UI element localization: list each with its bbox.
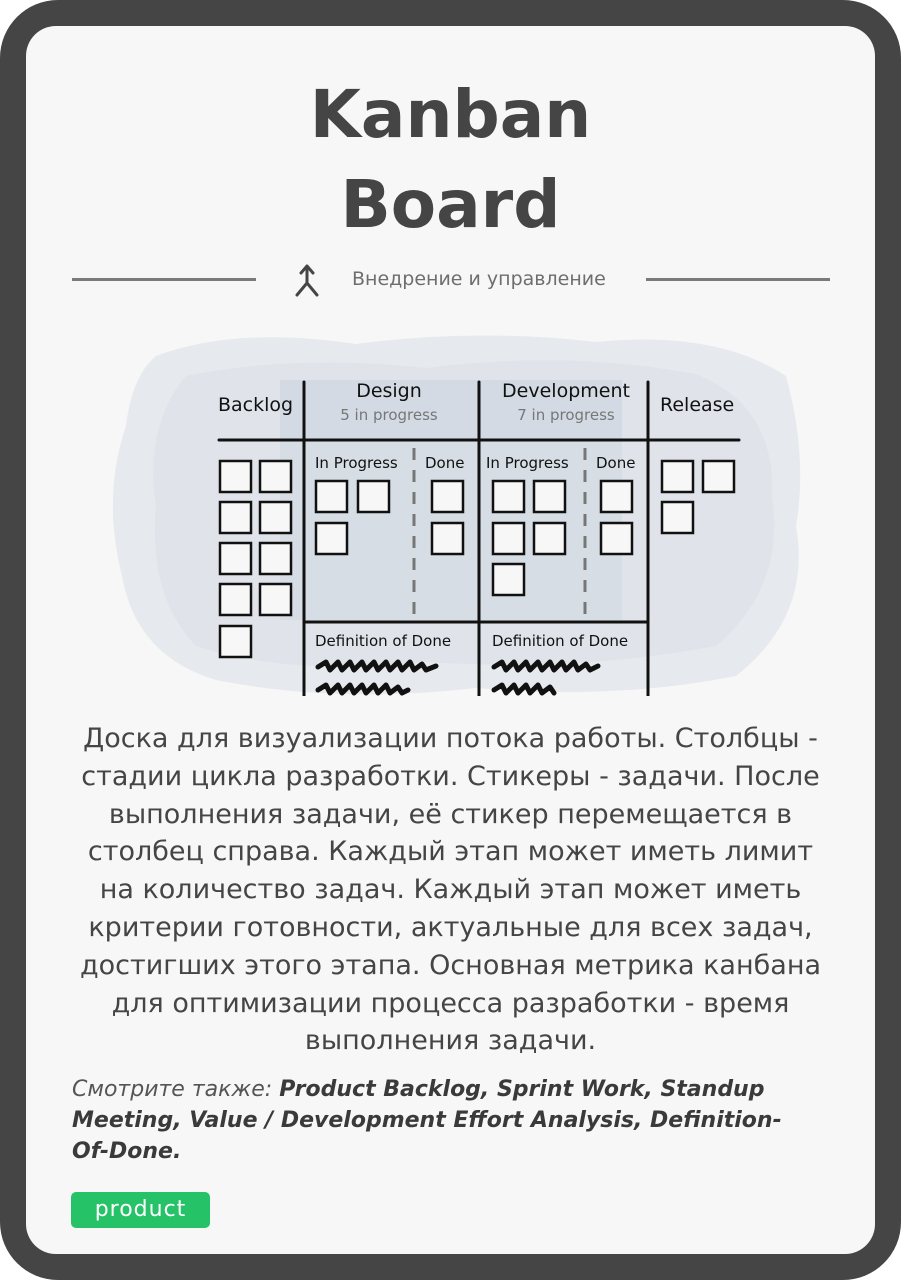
- design-in-progress-label: In Progress: [315, 454, 398, 472]
- sticky-note: [358, 481, 389, 512]
- see-also-prefix: Смотрите также:: [72, 1077, 273, 1102]
- sticky-note: [493, 564, 524, 595]
- sticky-note: [260, 502, 291, 533]
- column-development: Development: [502, 380, 630, 402]
- sticky-note: [601, 481, 632, 512]
- title-line-2: Board: [340, 166, 561, 243]
- sticky-note: [432, 481, 463, 512]
- card-description: Доска для визуализации потока работы. Столбцы - стадии цикла разработки. Стикеры - задачи. После выполнения задачи, её стикер перемещается в столбец справа. Каждый этап может иметь лимит на количество задач. Каждый этап может иметь критерии готовности, актуальные для всех задач, достигших этого этапа. Основная метрика канбана для оптимизации процесса разработки - время выполнения задачи.: [79, 723, 822, 1057]
- column-design-sub: 5 in progress: [340, 406, 438, 424]
- sticky-note: [260, 584, 291, 615]
- title-line-1: Kanban: [309, 76, 592, 153]
- see-also: [72, 1074, 792, 1167]
- sticky-note: [534, 481, 565, 512]
- dev-dod-label: Definition of Done: [492, 632, 629, 650]
- sticky-note: [493, 481, 524, 512]
- sticky-note: [220, 584, 251, 615]
- sticky-note: [662, 461, 693, 492]
- divider-left: [72, 278, 256, 281]
- tag-badge: product: [71, 1192, 210, 1228]
- merge-arrow-icon: [292, 263, 322, 297]
- dev-in-progress-label: In Progress: [486, 454, 569, 472]
- sticky-note: [662, 502, 693, 533]
- column-design: Design: [356, 380, 422, 402]
- card: [26, 26, 875, 1254]
- card-title: [26, 70, 875, 250]
- design-done-label: Done: [425, 454, 465, 472]
- sticky-note: [316, 523, 347, 554]
- column-backlog: Backlog: [218, 394, 294, 416]
- category-label: Внедрение и управление: [352, 268, 606, 290]
- sticky-note: [220, 461, 251, 492]
- sticky-note: [601, 523, 632, 554]
- sticky-note: [493, 523, 524, 554]
- sticky-note: [534, 523, 565, 554]
- kanban-board-illustration: [96, 316, 816, 696]
- sticky-note: [260, 461, 291, 492]
- sticky-note: [432, 523, 463, 554]
- dev-done-label: Done: [596, 454, 636, 472]
- sticky-note: [220, 626, 251, 657]
- column-release: Release: [660, 394, 735, 416]
- divider-right: [646, 278, 830, 281]
- sticky-note: [220, 502, 251, 533]
- column-development-sub: 7 in progress: [517, 406, 615, 424]
- sticky-note: [260, 543, 291, 574]
- design-dod-label: Definition of Done: [315, 632, 452, 650]
- sticky-note: [220, 543, 251, 574]
- sticky-note: [316, 481, 347, 512]
- sticky-note: [703, 461, 734, 492]
- see-also-links: Product Backlog, Sprint Work, Standup Meeting, Value / Development Effort Analysis, Definition-Of-Done.: [72, 1077, 782, 1164]
